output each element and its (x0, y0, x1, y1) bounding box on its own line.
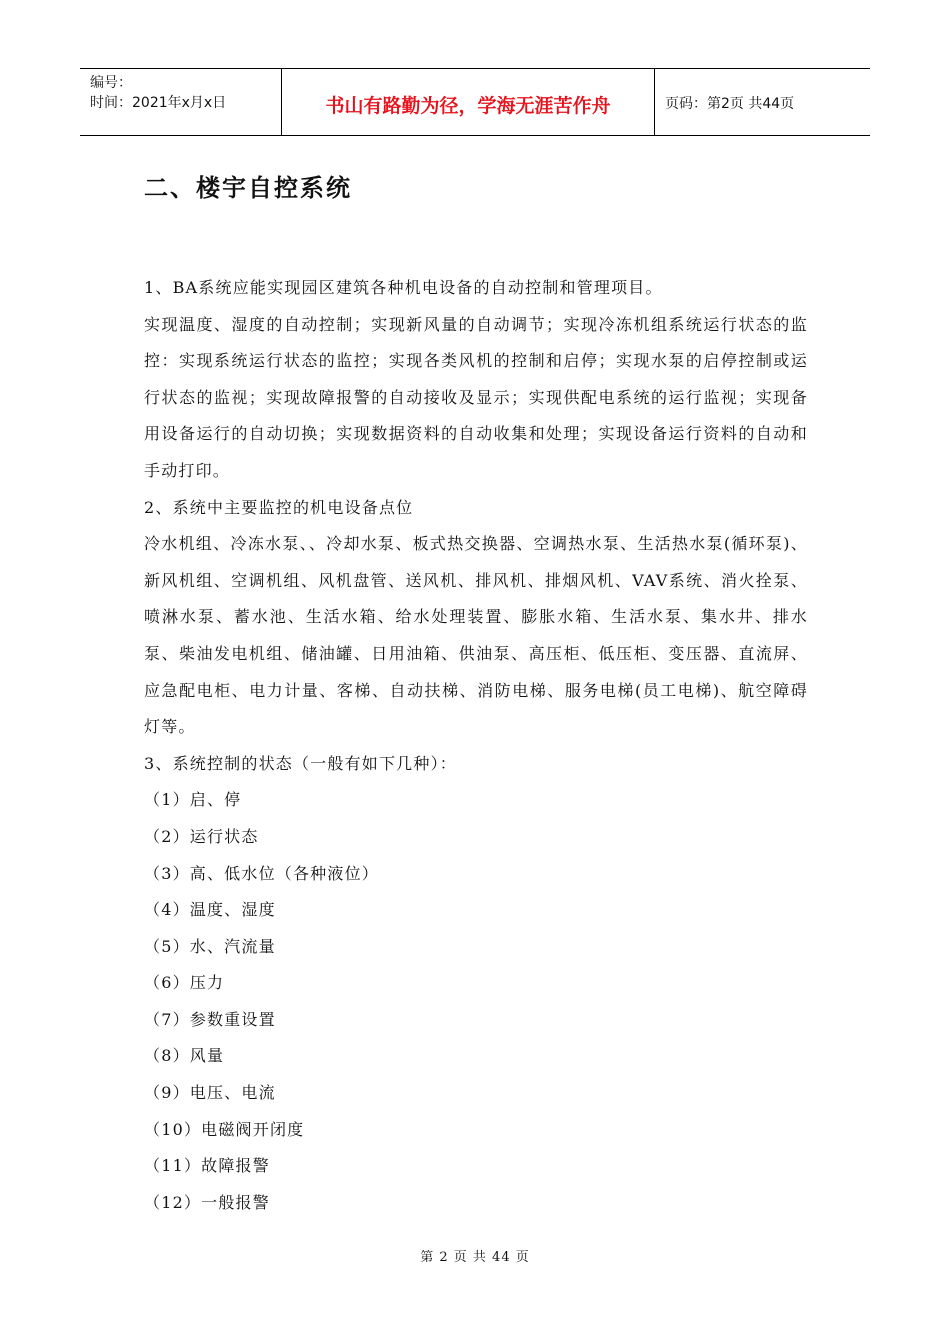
paragraph-ba-functions: 实现温度、湿度的自动控制；实现新风量的自动调节；实现冷冻机组系统运行状态的监控：实现系统运行状态的监控；实现各类风机的控制和启停；实现水泵的启停控制或运行状态的监视；实现故障报警的自动接收及显示；实现供配电系统的运行监视；实现备用设备运行的自动切换；实现数据资料的自动收集和处理；实现设备运行资料的自动和手动打印。 (144, 314, 808, 480)
page-footer: 第 2 页 共 44 页 (420, 1250, 530, 1265)
list-item: （7）参数重设置 (144, 1009, 276, 1029)
document-header (80, 68, 870, 136)
section-title: 二、楼宇自控系统 (144, 174, 352, 202)
list-item: （12）一般报警 (144, 1192, 270, 1212)
list-item: （8）风量 (144, 1046, 225, 1066)
header-page-info: 页码：第2页 共44页 (665, 96, 795, 112)
list-item: （3）高、低水位（各种液位） (144, 863, 379, 883)
header-motto-cell (282, 69, 655, 135)
document-body (144, 270, 808, 1221)
list-item: （11）故障报警 (144, 1156, 270, 1176)
paragraph-ba-intro: 1、BA系统应能实现园区建筑各种机电设备的自动控制和管理项目。 (144, 278, 663, 297)
document-number-label: 编号： (90, 75, 132, 91)
list-item: （9）电压、电流 (144, 1083, 276, 1103)
list-item: （1）启、停 (144, 790, 242, 810)
paragraph-equipment-list: 冷水机组、冷冻水泵、、冷却水泵、板式热交换器、空调热水泵、生活热水泵(循环泵)、新风机组、空调机组、风机盘管、送风机、排风机、排烟风机、VAV系统、消火拴泵、喷淋水泵、蓄水池、生活水箱、给水处理装置、膨胀水箱、生活水泵、集水井、排水泵、柴油发电机组、储油罐、日用油箱、供油泵、高压柜、低压柜、变压器、直流屏、应急配电柜、电力计量、客梯、自动扶梯、消防电梯、服务电梯(员工电梯)、航空障碍灯等。 (144, 534, 808, 737)
list-item: （6）压力 (144, 973, 225, 993)
document-time-label: 时间：2021年x月x日 (90, 95, 227, 111)
header-meta-cell (80, 69, 282, 135)
paragraph-monitor-heading: 2、系统中主要监控的机电设备点位 (144, 497, 414, 517)
header-motto: 书山有路勤为径，学海无涯苦作舟 (325, 94, 611, 117)
list-item: （2）运行状态 (144, 826, 259, 846)
paragraph-states-heading: 3、系统控制的状态（一般有如下几种）： (144, 753, 457, 773)
header-page-cell (655, 69, 870, 135)
list-item: （10）电磁阀开闭度 (144, 1119, 305, 1139)
states-list (144, 782, 808, 1221)
list-item: （4）温度、湿度 (144, 900, 276, 920)
list-item: （5）水、汽流量 (144, 936, 276, 956)
